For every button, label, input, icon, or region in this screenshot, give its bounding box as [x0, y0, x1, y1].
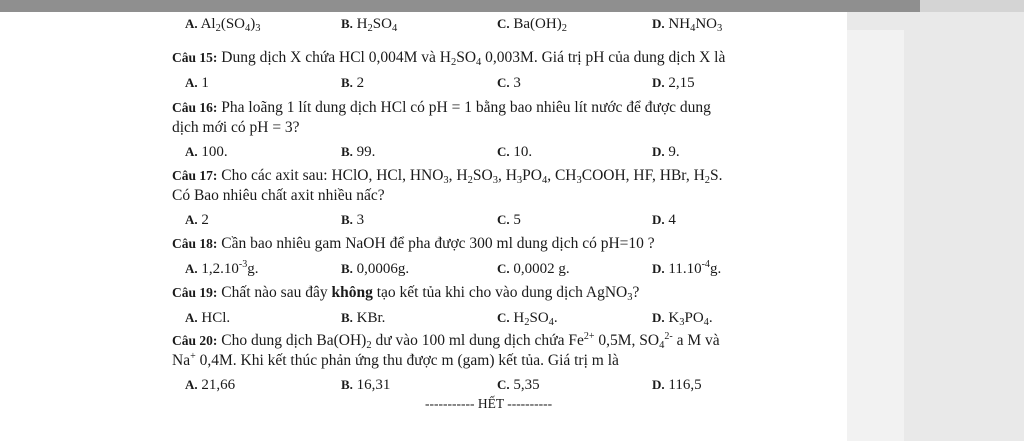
- q20-option-a: A. 21,66: [185, 377, 236, 393]
- q18-option-b: B. 0,0006g.: [341, 261, 410, 277]
- q17-option-c: C. 5: [497, 212, 521, 228]
- end-marker: ----------- HẾT ----------: [425, 396, 553, 411]
- q18-option-c: C. 0,0002 g.: [497, 261, 570, 277]
- q14-option-a: A. $Al_2(SO_4)_3$: [185, 16, 261, 34]
- q17-option-a: A. 2: [185, 212, 209, 228]
- top-bar: [0, 0, 1024, 12]
- q17-option-d: D. 4: [652, 212, 676, 228]
- left-margin: [0, 12, 120, 441]
- q16-option-c: C. 10.: [497, 144, 533, 160]
- q16-option-a: A. 100.: [185, 144, 228, 160]
- question-15: Câu 15: Dung dịch X chứa HCl 0,004M và $H_2SO_4$ 0,003M. Giá trị pH của dung dịch X là: [172, 49, 726, 68]
- q18-option-a: A. $1,2.10^{-3}g$.: [185, 259, 259, 277]
- q20-option-b: B. 16,31: [341, 377, 391, 393]
- q15-option-b: B. 2: [341, 75, 365, 91]
- question-19: Câu 19: Chất nào sau đây không tạo kết tủa khi cho vào dung dịch AgNO$_3$?: [172, 284, 640, 303]
- q15-option-a: A. 1: [185, 75, 209, 91]
- q14-option-c: C. $Ba(OH)_2$: [497, 16, 567, 34]
- question-17: Câu 17: Cho các axit sau: HClO, HCl, $HNO_3$, $H_2SO_3$, $H_3PO_4$, $CH_3COOH$, HF, HBr, $H_2S$.: [172, 167, 723, 186]
- q17-option-b: B. 3: [341, 212, 365, 228]
- q15-option-d: D. 2,15: [652, 75, 695, 91]
- q16-option-b: B. 99.: [341, 144, 376, 160]
- q19-option-a: A. HCl.: [185, 310, 231, 326]
- question-16-line-2: dịch mới có pH = 3?: [172, 119, 300, 136]
- q15-option-c: C. 3: [497, 75, 521, 91]
- q19-option-c: C. $H_2SO_4$.: [497, 310, 558, 328]
- q14-option-d: D. $NH_4NO_3$: [652, 16, 723, 34]
- q16-option-d: D. 9.: [652, 144, 680, 160]
- q19-option-d: D. $K_3PO_4$.: [652, 310, 713, 328]
- q14-option-b: B. $H_2SO_4$: [341, 16, 398, 34]
- q20-option-c: C. 5,35: [497, 377, 540, 393]
- top-bar-right: [920, 0, 1024, 12]
- q18-option-d: D. $11.10^{-4}g$.: [652, 259, 722, 277]
- question-18: Câu 18: Cần bao nhiêu gam NaOH để pha được 300 ml dung dịch có pH=10 ?: [172, 235, 655, 252]
- q20-option-d: D. 116,5: [652, 377, 702, 393]
- q19-option-b: B. KBr.: [341, 310, 386, 326]
- question-20: Câu 20: Cho dung dịch $Ba(OH)_2$ dư vào 100 ml dung dịch chứa $Fe^{2+}$ 0,5M, $SO_4^{2-}$ a M và: [172, 331, 720, 351]
- question-16: Câu 16: Pha loãng 1 lít dung dịch HCl có pH = 1 bằng bao nhiêu lít nước để được dung: [172, 99, 711, 116]
- question-17-line-2: Có Bao nhiêu chất axit nhiều nấc?: [172, 187, 385, 204]
- right-side-panel-inner: [847, 30, 904, 441]
- question-20-line-2: Na+ 0,4M. Khi kết thúc phản ứng thu được m (gam) kết tủa. Giá trị m là: [172, 351, 619, 369]
